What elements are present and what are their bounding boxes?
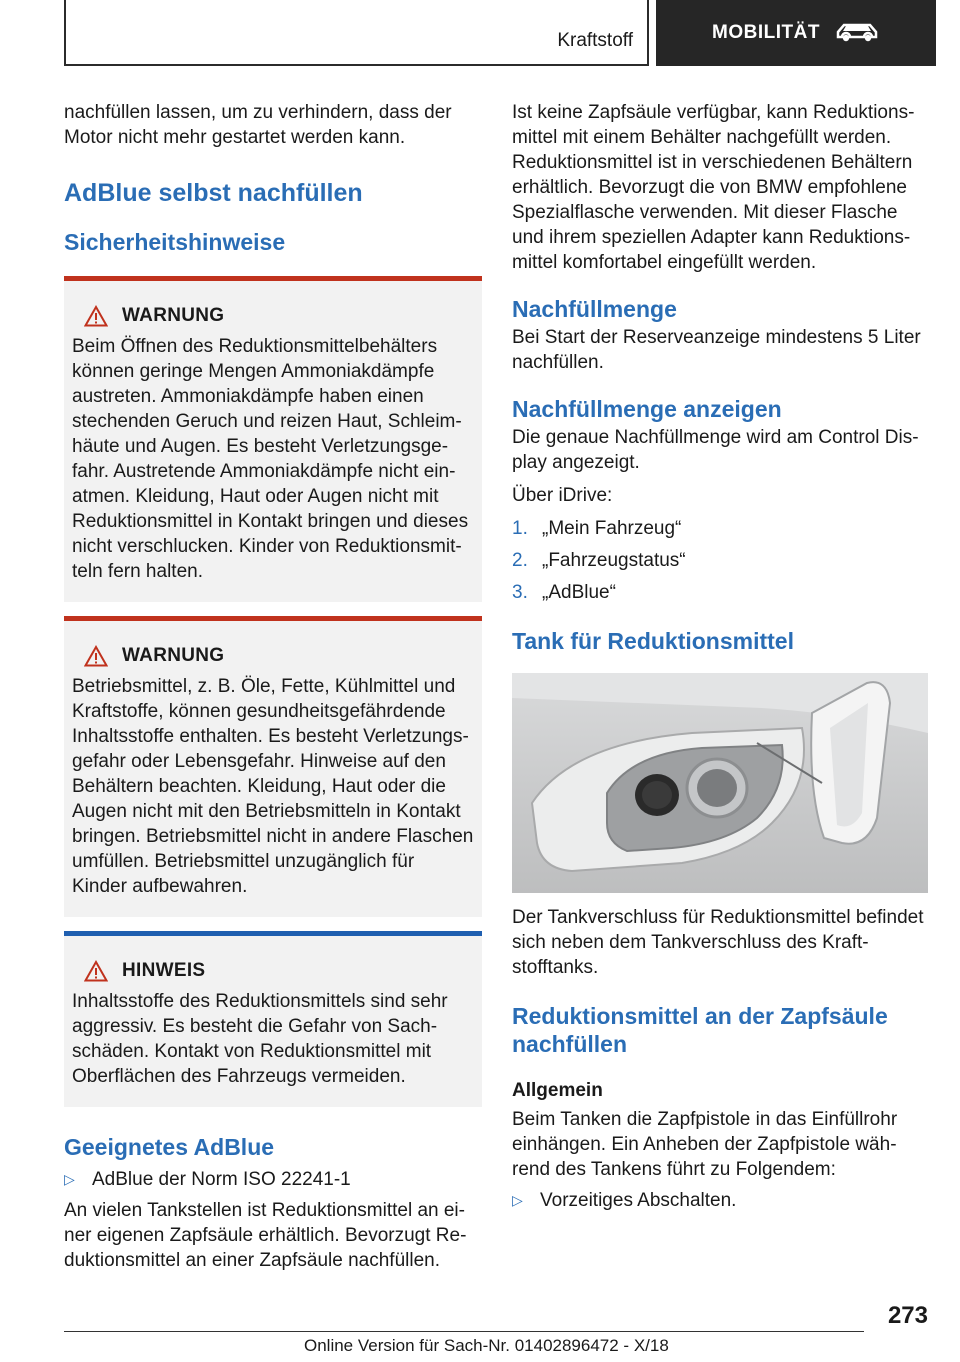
warning-text-2: Betriebsmittel, z. B. Öle, Fette, Kühlmittel und Kraftstoffe, können gesundheitsgefährdende Inhaltsstoffe enthalten. Es besteht Verletzungsgefahr oder Lebensgefahr. Hinweise auf den Behältern beachten. Kleidung, Haut oder die Augen nicht mit den Betriebsmitteln in Kontakt bringen. Betriebsmittel nicht in andere Flaschen umfüllen. Betriebsmittel unzugänglich für Kinder aufbewahren. [72,676,474,897]
step-text: „AdBlue“ [542,582,616,603]
intro-text: nachfüllen lassen, um zu verhindern, dass der Motor nicht mehr gestartet werden kann. [64,102,452,148]
car-icon [834,21,880,45]
fuel-door-photo [512,673,928,893]
header-chapter-box [656,0,936,66]
warning-title-2 [84,643,474,668]
notice-triangle-icon [84,960,108,982]
warning-title-1 [84,303,474,328]
warning-label-2: WARNUNG [122,645,225,666]
heading-general: Allgemein [512,1080,603,1101]
step-number: 3. [512,582,528,603]
page-number: 273 [887,1302,928,1329]
step-text: „Mein Fahrzeug“ [542,518,682,539]
notice-text: Inhaltsstoffe des Reduktionsmittels sind sehr aggressiv. Es besteht die Gefahr von Sachschäden. Kontakt von Reduktionsmittel mit Oberflächen des Fahrzeugs vermeiden. [72,991,448,1087]
warning-box-2 [64,616,482,917]
right-column [512,100,928,1213]
general-text: Beim Tanken die Zapfpistole in das Einfüllrohr einhängen. Ein Anheben der Zapfpistole während des Tankens führt zu Folgendem: [512,1109,898,1180]
list-item [512,548,928,573]
fuel-door-illustration [512,673,928,893]
list-item [512,580,928,605]
no-pump-text: Ist keine Zapfsäule verfügbar, kann Reduktionsmittel mit einem Behälter nachgefüllt werden. Reduktionsmittel ist in verschiedenen Behältern erhältlich. Bevorzugt die von BMW empfohlene Spezialflasche verwenden. Mit dieser Flasche und ihrem speziellen Adapter kann Reduktionsmittel komfortabel eingefüllt werden. [512,102,915,273]
list-item [512,516,928,541]
list-item [64,1167,482,1192]
notice-label: HINWEIS [122,960,206,981]
step-number: 1. [512,518,528,539]
tank-caption: Der Tankverschluss für Reduktionsmittel befindet sich neben dem Tankverschluss des Kraftstofftanks. [512,907,924,978]
amount-text: Bei Start der Reserveanzeige mindestens 5 Liter nachfüllen. [512,327,921,373]
bullet-text-shutoff: Vorzeitiges Abschalten. [540,1190,737,1211]
footer-divider [64,1331,864,1332]
stations-text: An vielen Tankstellen ist Reduktionsmittel an einer eigenen Zapfsäule erhältlich. Bevorzugt Reduktionsmittel an einer Zapfsäule nachfüllen. [64,1200,467,1271]
bullet-text-norm: AdBlue der Norm ISO 22241-1 [92,1169,351,1190]
list-item [512,1188,928,1213]
heading-pump-fill: Reduktionsmittel an der Zapfsäule nachfüllen [512,1003,888,1057]
warning-triangle-icon [84,305,108,327]
show-amount-text: Die genaue Nachfüllmenge wird am Control Display angezeigt. [512,427,919,473]
step-number: 2. [512,550,528,571]
heading-tank: Tank für Reduktionsmittel [512,628,794,654]
heading-amount: Nachfüllmenge [512,296,677,322]
header-section-box [64,0,649,66]
notice-box [64,931,482,1107]
step-text: „Fahrzeugstatus“ [542,550,686,571]
warning-text-1: Beim Öffnen des Reduktionsmittelbehälters können geringe Mengen Ammoniakdämpfe austreten. Ammoniakdämpfe haben einen stechenden Geruch und reizen Haut, Schleimhäute und Augen. Es besteht Verletzungsgefahr. Austretende Ammoniakdämpfe nicht einatmen. Kleidung, Haut oder Augen nicht mit Reduktionsmittel in Kontakt bringen und dieses nicht verschlucken. Kinder von Reduktionsmitteln fern halten. [72,336,469,582]
idrive-text: Über iDrive: [512,485,613,506]
footer-online-version: Online Version für Sach-Nr. 01402896472 - X/18 [304,1336,669,1355]
header-section-title: Kraftstoff [557,30,633,51]
heading-suitable: Geeignetes AdBlue [64,1134,275,1160]
heading-show-amount: Nachfüllmenge anzeigen [512,396,782,422]
bullet-triangle-icon: ▷ [64,1171,75,1187]
heading-self-fill: AdBlue selbst nachfüllen [64,179,363,207]
idrive-steps [512,516,928,605]
warning-triangle-icon [84,645,108,667]
bullet-triangle-icon: ▷ [512,1192,523,1208]
warning-label-1: WARNUNG [122,305,225,326]
heading-safety: Sicherheitshinweise [64,229,286,255]
left-column [64,100,482,1273]
warning-box-1 [64,276,482,602]
header-chapter-title: MOBILITÄT [712,22,820,43]
notice-title [84,958,474,983]
